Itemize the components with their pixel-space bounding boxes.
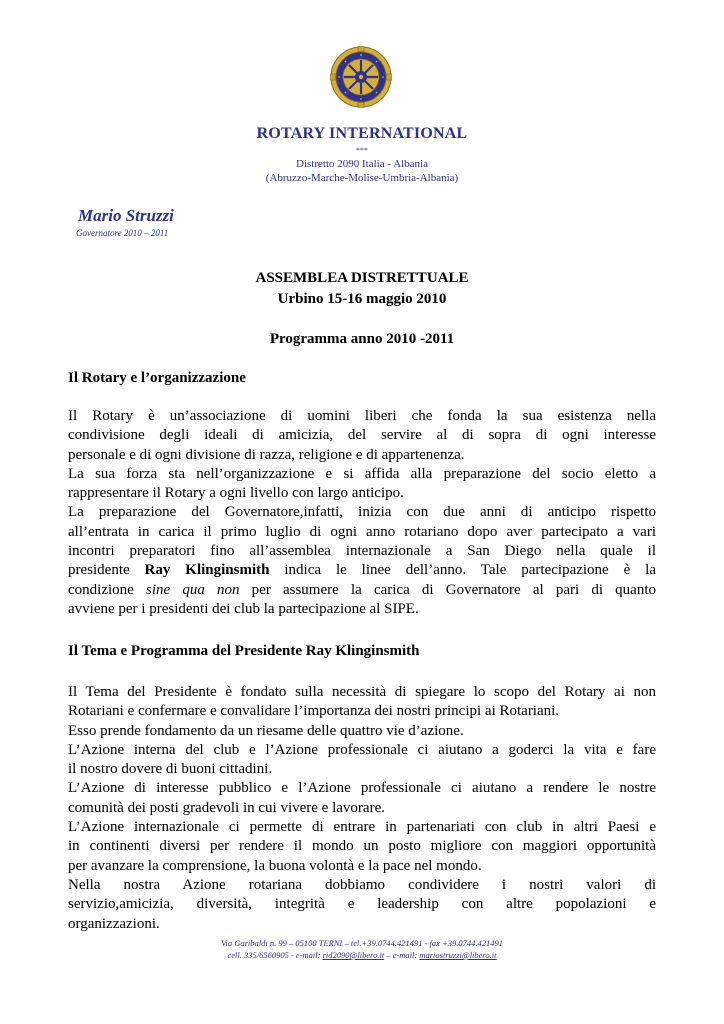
body-line xyxy=(68,561,656,580)
governor-role: Governatore 2010 – 2011 xyxy=(76,228,169,238)
section-heading-organization: Il Rotary e l’organizzazione xyxy=(68,370,246,386)
body-line: personale e di ogni divisione di razza, religione e di appartenenza. xyxy=(68,446,465,463)
body-line: L’Azione internazionale ci permette di entrare in partenariati con club in altri Paesi e xyxy=(68,819,656,836)
text-fragment: presidente xyxy=(68,562,130,579)
section-theme-body xyxy=(68,683,656,934)
regions-label: (Abruzzo-Marche-Molise-Umbria-Albania) xyxy=(265,172,459,184)
body-line: organizzazioni. xyxy=(68,915,160,932)
body-line: L’Azione di interesse pubblico e l’Azione professionale ci aiutano a rendere le nostre xyxy=(68,780,656,797)
body-line: L’Azione interna del club e l’Azione professionale ci aiutano a goderci la vita e fare xyxy=(68,741,656,758)
footer-cell: cell. 335/6560905 - e-mail: xyxy=(227,950,321,960)
program-title: Programma anno 2010 -2011 xyxy=(269,331,455,347)
footer-email-governor[interactable]: mariostruzzi@libero.it xyxy=(419,950,497,960)
body-line: avviene per i presidenti dei club la partecipazione al SIPE. xyxy=(68,600,419,617)
body-line: in continenti diversi per rendere il mondo un posto migliore con maggiori opportunità xyxy=(68,838,656,855)
rotary-wheel-logo xyxy=(330,46,392,108)
organization-title: ROTARY INTERNATIONAL xyxy=(256,125,468,142)
body-line: Nella nostra Azione rotariana dobbiamo condividere i nostri valori di xyxy=(68,876,656,893)
footer-address: Via Garibaldi n. 99 – 05100 TERNI – tel.+39.0744.421491 - fax +39.0744.421491 xyxy=(220,938,504,948)
footer-email-sep: – e-mail: xyxy=(386,950,418,960)
section-heading-theme: Il Tema e Programma del Presidente Ray Klinginsmith xyxy=(68,643,420,659)
footer-contacts xyxy=(0,950,724,960)
footer-email-district[interactable]: rid2090@libero.it xyxy=(322,950,385,960)
event-date-place: Urbino 15-16 maggio 2010 xyxy=(277,291,447,307)
president-name: Ray Klinginsmith xyxy=(144,562,270,579)
body-line: La sua forza sta nell’organizzazione e si affida alla preparazione del socio eletto a xyxy=(68,465,656,482)
section-organization-body xyxy=(68,407,656,619)
body-line: Il Rotary è un’associazione di uomini liberi che fonda la sua esistenza nella xyxy=(68,408,656,424)
body-line: rappresentare il Rotary a ogni livello con largo anticipo. xyxy=(68,485,404,502)
text-fragment: condizione xyxy=(68,581,134,598)
body-line: servizio,amicizia, diversità, integrità e leadership con altre popolazioni e xyxy=(68,896,656,913)
district-label: Distretto 2090 Italia - Albania xyxy=(296,158,428,170)
body-line: per avanzare la comprensione, la buona volontà e la pace nel mondo. xyxy=(68,857,482,874)
body-line: Rotariani e confermare e convalidare l’importanza dei nostri principi ai Rotariani. xyxy=(68,703,560,720)
document-title: ASSEMBLEA DISTRETTUALE xyxy=(255,270,469,286)
latin-phrase: sine qua non xyxy=(145,581,240,598)
body-line: il nostro dovere di buoni cittadini. xyxy=(68,761,273,778)
body-line: Il Tema del Presidente è fondato sulla necessità di spiegare lo scopo del Rotary ai non xyxy=(68,684,656,700)
body-line: La preparazione del Governatore,infatti, inizia con due anni di anticipo rispetto xyxy=(68,504,656,521)
body-line: Esso prende fondamento da un riesame delle quattro vie d’azione. xyxy=(68,722,464,739)
body-line xyxy=(68,581,656,600)
body-line: comunità dei posti gradevoli in cui vivere e lavorare. xyxy=(68,799,385,816)
body-line: condivisione degli ideali di amicizia, del servire al di sopra di ogni interesse xyxy=(68,427,656,444)
body-line: all’entrata in carica il primo luglio di ogni anno rotariano dopo aver partecipato a vari xyxy=(68,523,656,540)
header-separator: *** xyxy=(356,146,368,155)
text-fragment: per assumere la carica di Governatore al pari di quanto xyxy=(251,581,657,598)
text-fragment: indica le linee dell’anno. Tale partecipazione è la xyxy=(284,562,656,579)
body-line: incontri preparatori fino all’assemblea internazionale a San Diego nella quale il xyxy=(68,543,656,560)
governor-name: Mario Struzzi xyxy=(78,206,174,225)
